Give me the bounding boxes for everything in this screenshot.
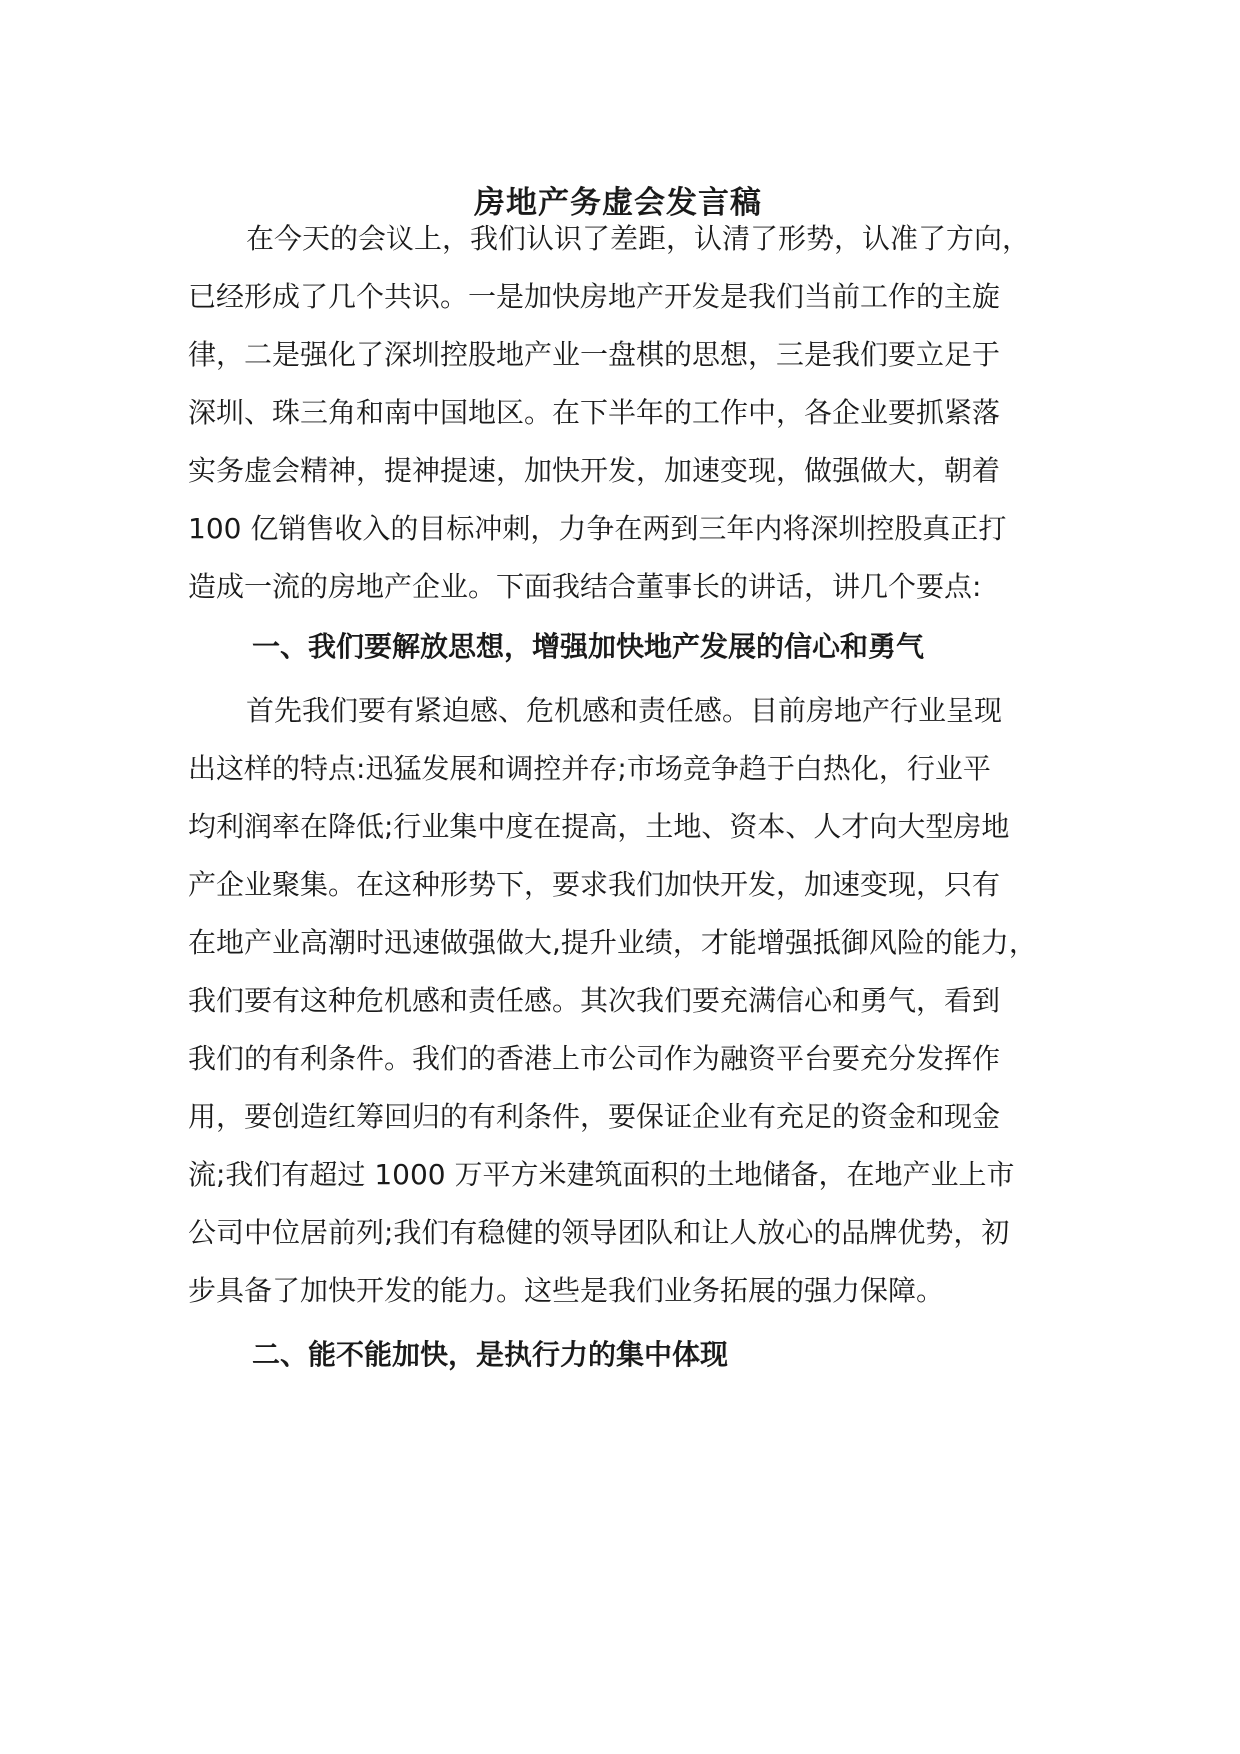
paragraph-line: 我们要有这种危机感和责任感。其次我们要充满信心和勇气，看到 [188, 984, 1001, 1017]
paragraph-line: 已经形成了几个共识。一是加快房地产开发是我们当前工作的主旋 [188, 280, 1001, 313]
paragraph-line: 100 亿销售收入的目标冲刺，力争在两到三年内将深圳控股真正打 [188, 512, 1007, 545]
section-heading-2: 二、能不能加快，是执行力的集中体现 [252, 1338, 729, 1371]
paragraph-line: 我们的有利条件。我们的香港上市公司作为融资平台要充分发挥作 [188, 1042, 1001, 1075]
paragraph-line: 造成一流的房地产企业。下面我结合董事长的讲话，讲几个要点: [188, 570, 982, 603]
paragraph-line: 首先我们要有紧迫感、危机感和责任感。目前房地产行业呈现 [246, 694, 1003, 727]
paragraph-line: 深圳、珠三角和南中国地区。在下半年的工作中，各企业要抓紧落 [188, 396, 1001, 429]
paragraph-line: 在今天的会议上，我们认识了差距，认清了形势，认准了方向， [246, 222, 1031, 255]
paragraph-line: 产企业聚集。在这种形势下，要求我们加快开发，加速变现，只有 [188, 868, 1001, 901]
paragraph-line: 公司中位居前列;我们有稳健的领导团队和让人放心的品牌优势，初 [188, 1216, 1010, 1249]
paragraph-line: 用，要创造红筹回归的有利条件，要保证企业有充足的资金和现金 [188, 1100, 1001, 1133]
document-title: 房地产务虚会发言稿 [474, 185, 762, 221]
paragraph-line: 出这样的特点:迅猛发展和调控并存;市场竞争趋于白热化，行业平 [188, 752, 991, 785]
section-heading-1: 一、我们要解放思想，增强加快地产发展的信心和勇气 [252, 630, 925, 663]
paragraph-line: 在地产业高潮时迅速做强做大,提升业绩，才能增强抵御风险的能力， [188, 926, 1037, 959]
paragraph-line: 实务虚会精神，提神提速，加快开发，加速变现，做强做大，朝着 [188, 454, 1001, 487]
paragraph-line: 步具备了加快开发的能力。这些是我们业务拓展的强力保障。 [188, 1274, 945, 1307]
paragraph-line: 流;我们有超过 1000 万平方米建筑面积的土地储备，在地产业上市 [188, 1158, 1015, 1191]
paragraph-line: 律，二是强化了深圳控股地产业一盘棋的思想，三是我们要立足于 [188, 338, 1001, 371]
paragraph-line: 均利润率在降低;行业集中度在提高，土地、资本、人才向大型房地 [188, 810, 1010, 843]
